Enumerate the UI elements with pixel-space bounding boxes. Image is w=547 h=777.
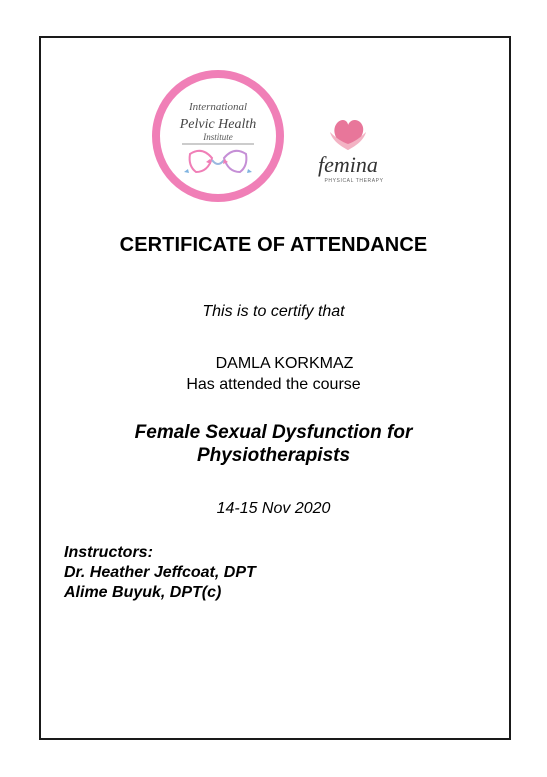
attendee-name: DAMLA KORKMAZ xyxy=(215,355,354,372)
ipi-logo-line1: International xyxy=(188,101,248,113)
course-title-line2: Physiotherapists xyxy=(196,445,351,466)
course-date: 14-15 Nov 2020 xyxy=(216,500,331,517)
femina-logo-tagline: PHYSICAL THERAPY xyxy=(324,178,384,184)
instructor-name: Dr. Heather Jeffcoat, DPT xyxy=(64,564,256,581)
ipi-logo-line2: Pelvic Health xyxy=(179,117,257,132)
attended-text: Has attended the course xyxy=(186,376,361,393)
course-title xyxy=(0,421,547,467)
instructors-heading: Instructors: xyxy=(64,544,153,561)
ipi-logo-line3: Institute xyxy=(203,132,233,142)
certify-text: This is to certify that xyxy=(202,303,345,320)
femina-logo xyxy=(296,112,400,190)
course-title-line1: Female Sexual Dysfunction for xyxy=(134,422,413,443)
certificate-title: CERTIFICATE OF ATTENDANCE xyxy=(119,234,428,256)
instructors-block xyxy=(64,543,256,603)
femina-logo-name: femina xyxy=(318,152,378,177)
instructor-name: Alime Buyuk, DPT(c) xyxy=(64,584,222,601)
ipi-logo xyxy=(150,68,286,204)
